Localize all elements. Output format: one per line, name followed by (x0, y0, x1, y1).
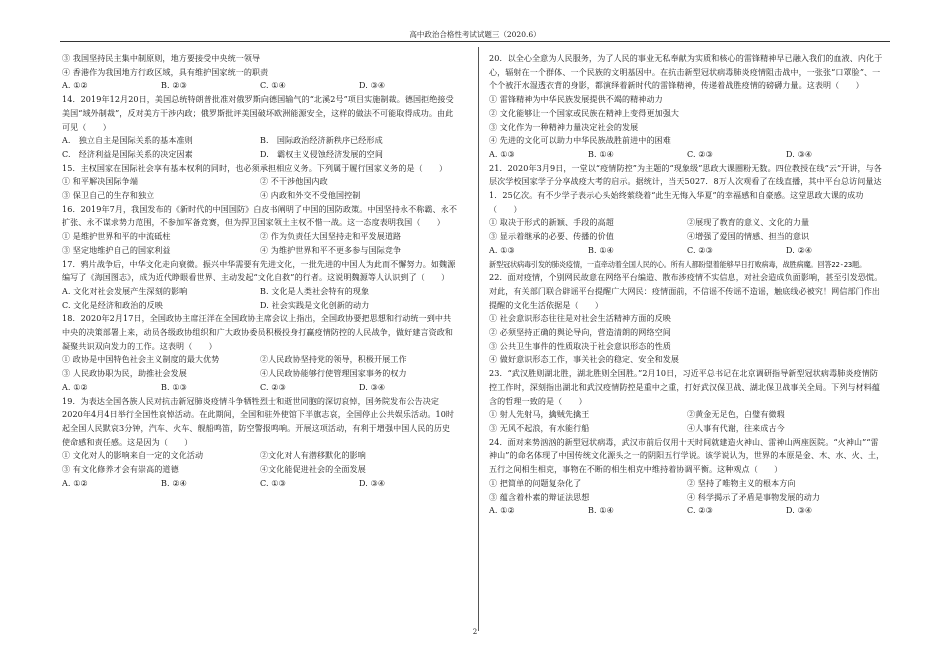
option-row (489, 408, 885, 422)
answer-option: ②展现了教育的意义、文化的力量 (687, 218, 810, 228)
answer-option: C. ①③ (260, 478, 286, 488)
header-rule (60, 41, 890, 42)
answer-option: B. ①④ (588, 245, 614, 255)
answer-option: ① 是维护世界和平的中流砥柱 (62, 232, 171, 242)
answer-option: ③ 显示着继承的必要、传播的价值 (489, 232, 614, 242)
answer-option: D. ③④ (359, 81, 386, 91)
answer-option: A. ①② (62, 478, 88, 488)
answer-option: ③ 人民政协职为民，助推社会发展 (62, 369, 187, 379)
answer-option: ① 和平解决国际争端 (62, 177, 138, 187)
question-line: 23．“武汉胜则湖北胜，湖北胜则全国胜。”2月10日，习近平总书记在北京调研指导新型冠状病毒肺炎疫情防控工作时，深刻指出湖北和武汉疫情防控是重中之重，打好武汉保卫战、湖北保卫战事关全局。下列与材料蕴含的哲理一致的是（ ） (489, 369, 881, 406)
answer-option: ②人民政协坚持党的领导，积极开展工作 (260, 355, 407, 365)
answer-option: C. ②③ (687, 506, 713, 516)
option-row (489, 477, 885, 491)
answer-option: ②文化对人有潜移默化的影响 (260, 451, 366, 461)
option-row (489, 504, 885, 518)
answer-option: D. 霸权主义侵蚀经济发展的空间 (260, 149, 383, 159)
answer-option: C. ②③ (687, 149, 713, 159)
answer-option: ② 坚持了唯物主义的根本方向 (687, 478, 796, 488)
answer-option: A. ①③ (489, 149, 515, 159)
answer-option: C. ②③ (260, 382, 286, 392)
answer-option: ②黄金无足色，白璧有微瑕 (687, 410, 785, 420)
question-line: 17．鸦片战争后，中华文化走向衰微。振兴中华需要有先进文化，一批先进的中国人为此而不懈努力。如魏源编写了《海国图志》，成为近代睁眼看世界、主动发起“文化自救”的行者。这说明魏源等人认识到了（ ） (62, 259, 456, 283)
question-line: ④ 做好意识形态工作，事关社会的稳定、安全和发展 (489, 355, 680, 365)
answer-option: ④ 内政和外交不受他国控制 (260, 191, 361, 201)
answer-option: ② 不干涉他国内政 (260, 177, 328, 187)
question-line: 21．2020年3月9日，一堂以“疫情防控”为主题的“现象级”思政大课圈粉无数。四位教授在线“云”开讲，与各层次学校国家学子分享战疫大考的启示。据统计，当天5027．8万人次观看了在线直播，其中平台总访问量达1．25亿次。有不少学子表示心头始终萦绕着“此生无悔入华夏”的幸福感和自豪感。这堂思政大课的成功（ ） (489, 163, 882, 214)
option-row (62, 79, 458, 93)
answer-option: C. ①④ (260, 81, 286, 91)
option-row (489, 422, 885, 436)
answer-option: ④人事有代谢，往来成古今 (687, 423, 785, 433)
option-row (489, 148, 885, 162)
answer-option: ④ 为维护世界和平不更多参与国际竞争 (260, 245, 402, 255)
answer-option: ③ 无风不起浪，有水能行船 (489, 423, 590, 433)
option-row (489, 244, 885, 258)
answer-option: ④人民政协能够行使管理国家事务的权力 (260, 369, 407, 379)
question-line: 19．为表达全国各族人民对抗击新冠肺炎疫情斗争牺牲烈士和逝世同胞的深切哀悼，国务院发布公告决定2020年4月4日举行全国性哀悼活动。在此期间，全国和驻外使馆下半旗志哀，全国停止公共娱乐活动。10时起全国人民默哀3分钟，汽车、火车、舰船鸣笛，防空警报鸣响。开展这项活动，有利于增强中国人民的历史使命感和责任感。这是因为（ ） (62, 396, 455, 447)
answer-option: B. ②④ (161, 478, 187, 488)
question-line: 14．2019年12月20日，美国总统特朗普批准对俄罗斯向德国输气的“北溪2号”项目实施制裁。德国拒绝接受美国“域外制裁”，反对美方干涉内政；俄罗斯批评美国破坏欧洲能源安全，这样的做法不可能取得成功。由此可见（ ） (62, 95, 454, 132)
question-line: 24．面对来势汹汹的新型冠状病毒，武汉市前后仅用十天时间就建造火神山、雷神山两座医院。“火神山”“雷神山”的命名体现了中国传统文化源头之一的阴阳五行学说。该学说认为，世界的本原是金、木、水、火、土，五行之间相生相克，事物在不断的相生相克中维持着协调平衡。这种观点（ ） (489, 437, 885, 475)
answer-option: ③ 保卫自己的生存和独立 (62, 191, 155, 201)
page-number: 2 (472, 628, 478, 636)
answer-option: A. ①② (62, 81, 88, 91)
answer-option: D. 社会实践是文化创新的动力 (260, 300, 370, 310)
option-row (62, 148, 458, 162)
question-line: ① 社会意识形态往往是对社会生活精神方面的反映 (489, 314, 671, 324)
option-row (62, 367, 458, 381)
answer-option: D. ③④ (786, 506, 813, 516)
answer-option: ② 作为负责任大国坚持走和平发展道路 (260, 232, 402, 242)
answer-option: ① 取决于形式的新颖、手段的高超 (489, 218, 614, 228)
answer-option: B. 国际政治经济新秩序已经形成 (260, 136, 383, 146)
option-row (62, 477, 458, 491)
answer-option: A. ①② (489, 506, 515, 516)
answer-option: C. ②③ (687, 245, 713, 255)
right-column (489, 52, 885, 518)
question-line: ③ 文化作为一种精神力量决定社会的发展 (489, 122, 639, 132)
option-row (62, 285, 458, 299)
answer-option: ③ 蕴含着朴素的辩证法思想 (489, 492, 590, 502)
question-line: 20．以全心全意为人民服务，为了人民的事业无私奉献为实质和核心的雷锋精神早已融入我们的血液、内化于心，辐射在一个群体、一个民族的文明基因中。在抗击新型冠状病毒肺炎疫情阻击战中，一张张“口罩脸”、一个个被汗水湿透衣背的身影，都演绎着新时代的雷锋精神，传递着战胜疫情的磅礴力量。这表明（ ） (489, 54, 883, 91)
question-line: 15．主权国家在国际社会享有基本权利的同时，也必须承担相应义务。下列属于履行国家义务的是（ ） (62, 163, 448, 173)
question-line: ③ 公共卫生事件的性质取决于社会意识形态的性质 (489, 341, 671, 351)
option-row (489, 230, 885, 244)
page-header: 高中政治合格性考试试题三（2020.6） (409, 30, 541, 39)
answer-option: C. 经济利益是国际关系的决定因素 (62, 149, 193, 159)
question-line: ② 文化能够让一个国家或民族在精神上变得更加强大 (489, 108, 680, 118)
answer-option: ③ 坚定地维护自己的国家利益 (62, 245, 171, 255)
option-row (62, 381, 458, 395)
answer-option: A. ①③ (489, 245, 515, 255)
question-line: ② 必须坚持正确的舆论导向，营造清朗的网络空间 (489, 328, 671, 338)
question-line: 16．2019年7月，我国发布的《新时代的中国国防》白皮书阐明了中国的国防政策。中国坚持永不称霸、永不扩张、永不谋求势力范围，不参加军备竞赛，但为捍卫国家领土主权不惜一战。这一态度表明我国（ ） (62, 204, 457, 228)
answer-option: ① 射人先射马，擒贼先擒王 (489, 410, 590, 420)
answer-option: B. 文化是人类社会特有的现象 (260, 286, 370, 296)
answer-option: ③ 有文化修养才会有崇高的道德 (62, 465, 179, 475)
option-row (62, 299, 458, 313)
answer-option: ④文化能促进社会的全面发展 (260, 465, 366, 475)
option-row (62, 134, 458, 148)
answer-option: ④ 科学揭示了矛盾是事物发展的动力 (687, 492, 821, 502)
answer-option: ④增强了爱国的情感、担当的意识 (687, 232, 810, 242)
option-row (62, 463, 458, 477)
option-row (62, 230, 458, 244)
question-line: ④ 香港作为我国地方行政区域，具有维护国家统一的职责 (62, 67, 269, 77)
column-divider (478, 47, 479, 631)
option-row (489, 491, 885, 505)
answer-option: B. ①④ (588, 506, 614, 516)
answer-option: C. 文化是经济和政治的反映 (62, 300, 163, 310)
answer-option: B. ①④ (588, 149, 614, 159)
answer-option: B. ①③ (161, 382, 187, 392)
answer-option: B. ②③ (161, 81, 187, 91)
answer-option: D. ③④ (359, 478, 386, 488)
answer-option: ① 把简单的问题复杂化了 (489, 478, 582, 488)
answer-option: ① 政协是中国特色社会主义制度的最大优势 (62, 355, 220, 365)
answer-option: ① 文化对人的影响来自一定的文化活动 (62, 451, 204, 461)
option-row (489, 216, 885, 230)
left-column (62, 52, 458, 491)
question-line: 22．面对疫情，个别网民故意在网络平台编造、散布涉疫情不实信息，对社会造成负面影响，甚至引发恐慌。对此，有关部门联合辟谣平台提醒广大网民：疫情面前，不信谣不传谣不造谣，触底线必被究！网信部门作出提醒的文化生活依据是（ ） (489, 273, 883, 310)
option-row (62, 175, 458, 189)
answer-option: A. 独立自主是国际关系的基本准则 (62, 136, 193, 146)
option-row (62, 189, 458, 203)
answer-option: A. ①② (62, 382, 88, 392)
question-line: ① 雷锋精神为中华民族发展提供不竭的精神动力 (489, 95, 663, 105)
answer-option: D. ③④ (786, 149, 813, 159)
question-line: ③ 我国坚持民主集中制原则，地方要接受中央统一领导 (62, 54, 261, 63)
answer-option: A. 文化对社会发展产生深刻的影响 (62, 286, 188, 296)
option-row (62, 353, 458, 367)
answer-option: D. ②④ (786, 245, 813, 255)
answer-option: D. ③④ (359, 382, 386, 392)
option-row (62, 244, 458, 258)
material-note: 新型冠状病毒引发的肺炎疫情，一直牵动着全国人民的心。所有人都盼望着能够早日打败病毒，战胜病魔。回答22-23题。 (489, 259, 867, 269)
question-line: 18．2020年2月17日，全国政协主席汪洋在全国政协主席会议上指出，全国政协要把思想和行动统一到中共中央的决策部署上来，动员各级政协组织和广大政协委员积极投身打赢疫情防控的人民战争，做好建言资政和凝聚共识双向发力的工作。这表明（ ） (62, 314, 454, 351)
option-row (62, 449, 458, 463)
question-line: ④ 先进的文化可以助力中华民族战胜前进中的困难 (489, 136, 671, 146)
